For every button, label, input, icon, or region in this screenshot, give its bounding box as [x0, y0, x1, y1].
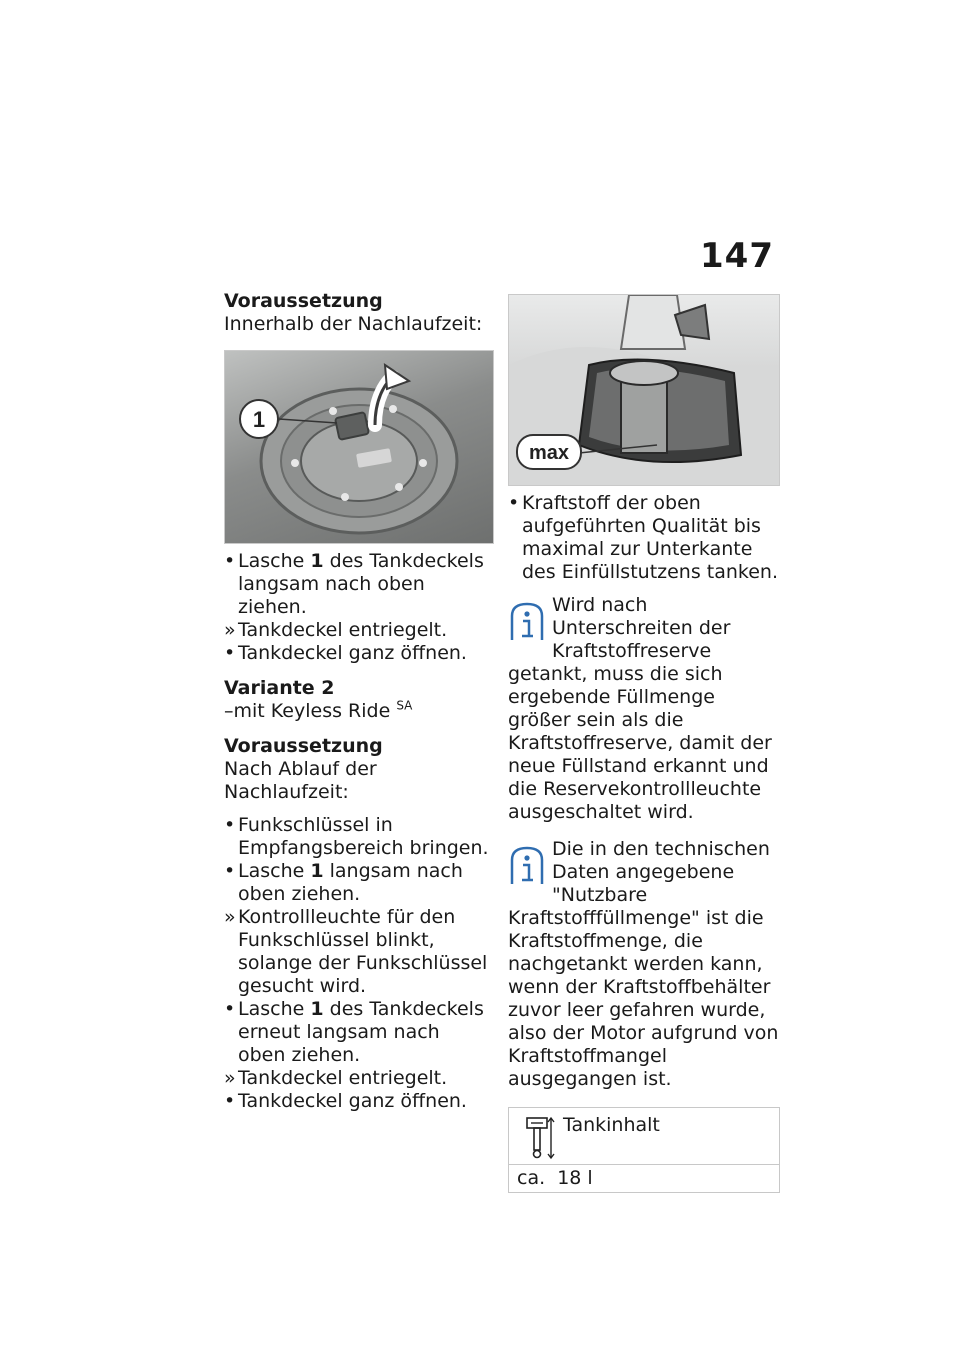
filler-neck-illustration	[509, 295, 779, 485]
variant-heading: Variante 2	[224, 677, 335, 699]
list-item: • Kraftstoff der oben aufgeführten Qualität bis maximal zur Unterkante des Einfüllstutzens tanken.	[508, 492, 779, 583]
list-item: • Lasche 1 des Tankdeckels erneut langsam nach oben ziehen.	[224, 998, 484, 1066]
info-icon	[508, 844, 546, 888]
fuel-cap-figure	[224, 350, 494, 544]
fill-steps	[508, 492, 780, 584]
sa-superscript: SA	[396, 698, 413, 713]
callout-number: 1	[252, 407, 266, 432]
info-note: Die in den technischen Daten angegebene "Nutzbare Kraftstofffüllmenge" ist die Kraftstoffmenge, die nachgetankt werden kann, wenn der Kraftstoffbehälter zuvor leer gefahren wurde, also der Motor aufgrund von Kraftstoffmangel ausgegangen ist.	[508, 838, 779, 1090]
spec-table	[508, 1107, 780, 1193]
left-column	[224, 290, 492, 1113]
list-item: • Funkschlüssel in Empfangsbereich bringen.	[224, 814, 489, 859]
spec-header	[509, 1108, 779, 1165]
fuel-tank-icon	[525, 1116, 555, 1160]
right-column	[508, 294, 780, 1193]
page-number: 147	[700, 236, 774, 276]
list-item: • Tankdeckel ganz öffnen.	[224, 642, 467, 664]
spec-value: ca. 18 l	[517, 1167, 593, 1189]
section-heading: Voraussetzung	[224, 290, 383, 312]
list-item: » Tankdeckel entriegelt.	[224, 1067, 448, 1089]
condition-text: Nach Ablauf der Nachlaufzeit:	[224, 758, 377, 803]
list-item: » Tankdeckel entriegelt.	[224, 619, 448, 641]
steps-list-1	[224, 550, 492, 665]
list-item: • Lasche 1 langsam nach oben ziehen.	[224, 860, 463, 905]
fuel-filler-figure	[508, 294, 780, 486]
list-item: » Kontrollleuchte für den Funkschlüssel blinkt, solange der Funkschlüssel gesucht wird.	[224, 906, 488, 997]
info-note: Wird nach Unterschreiten der Kraftstoffreserve getankt, muss die sich ergebende Füllmenge größer sein als die Kraftstoffreserve, damit der neue Füllstand erkannt und die Reservekontrollleuchte ausgeschaltet wird.	[508, 594, 772, 823]
fuel-cap-illustration	[225, 351, 493, 543]
condition-text: Innerhalb der Nachlaufzeit:	[224, 313, 483, 335]
info-icon	[508, 600, 546, 644]
list-item: • Lasche 1 des Tankdeckels langsam nach oben ziehen.	[224, 550, 484, 618]
max-label: max	[528, 442, 570, 464]
steps-list-2	[224, 814, 492, 1113]
variant-text: –mit Keyless Ride $^{SA}$	[224, 698, 413, 722]
section-heading: Voraussetzung	[224, 735, 383, 757]
list-item: • Tankdeckel ganz öffnen.	[224, 1090, 467, 1112]
spec-label: Tankinhalt	[563, 1114, 660, 1136]
